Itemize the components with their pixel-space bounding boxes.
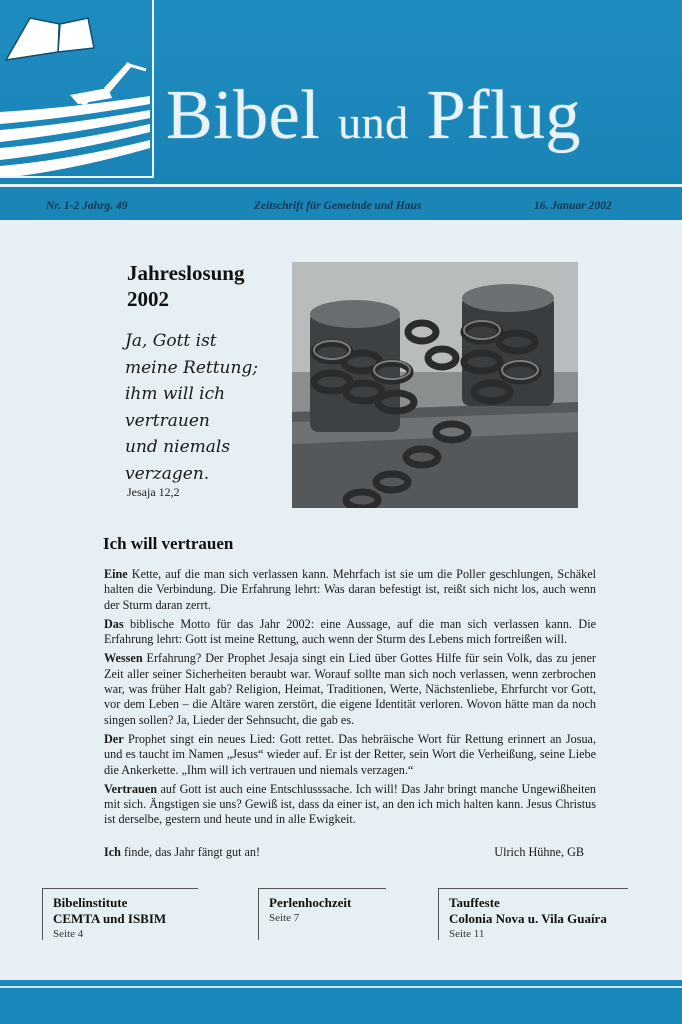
verse-reference: Jesaja 12,2 [127,485,180,499]
header-divider [0,184,682,187]
issue-info-bar [0,196,682,218]
publication-subtitle: Zeitschrift für Gemeinde und Haus [254,200,422,212]
article-body [104,567,596,832]
issue-date: 16. Januar 2002 [534,200,612,212]
masthead-banner [0,0,682,186]
article-paragraph: Der Prophet singt ein neues Lied: Gott rettet. Das hebräische Wort für Rettung erinnert an Josua, und es taucht im Namen „Jesus“ wieder auf. Er ist der Retter, sein Wort die Verheißung, seine Liebe die Ankerkette. „Ihm will ich vertrauen und niemals verzagen.“ [104,731,596,777]
article-paragraph: Eine Kette, auf die man sich verlassen kann. Mehrfach ist sie um die Poller geschlungen, Schäkel halten die Verbindung. Die Erfahrung lehrt: Was daran befestigt ist, reißt sich nicht los, auch wenn der Sturm daran zerrt. [104,567,596,612]
article-author: Ulrich Hühne, GB [494,845,584,859]
teaser-page: Seite 7 [269,912,300,924]
article-closing: Ich finde, das Jahr fängt gut an! Ulrich Hühne, GB [104,845,584,859]
article-title: Ich will vertrauen [103,534,234,553]
teaser-page: Seite 11 [449,928,485,940]
article-paragraph: Wessen Erfahrung? Der Prophet Jesaja singt ein Lied über Gottes Hilfe für sein Volk, das zu jener Zeit aller seiner Sicherheiten beraubt war. Worauf sollte man sich noch verlassen, wenn zerbrochen war, was früher Halt gab? Religion, Heimat, Traditionen, Werte, Nächstenliebe, Ehrfurcht vor Gott, vor dem Leben – die Altäre waren zerstört, die eigene Identität verloren. Wovon hätte man da noch singen sollen? Ja, Lieder der Sehnsucht, die gab es. [104,651,596,727]
teaser-tauffeste[interactable]: Tauffeste Colonia Nova u. Vila Guaíra Seite 11 [438,888,628,940]
masthead-title: Bibel und Pflug [166,77,581,154]
teaser-perlenhochzeit[interactable]: Perlenhochzeit Seite 7 [258,888,386,940]
article-paragraph: Das biblische Motto für das Jahr 2002: eine Aussage, auf die man sich verlassen kann. Die Erfahrung lehrt: Gott ist meine Rettung, auch wenn der Sturm des Lebens mich fortreißen will. [104,616,596,647]
article-paragraph: Vertrauen auf Gott ist auch eine Entschlusssache. Ich will! Das Jahr bringt manche Ungewißheiten mit sich. Ängstigen sie uns? Gewiß ist, dass da einer ist, an den ich mich halten kann. Jesus Christus ist derselbe, gestern und heute und in alle Ewigkeit. [104,781,596,827]
footer-divider [0,986,682,988]
chain-bollard-photo [292,262,578,508]
jahreslosung-title: Jahreslosung 2002 [127,261,245,311]
teaser-page: Seite 4 [53,928,84,940]
issue-number: Nr. 1-2 Jahrg. 49 [46,200,128,212]
teaser-bibelinstitute[interactable]: Bibelinstitute CEMTA und ISBIM Seite 4 [42,888,198,940]
bible-plough-icon [0,0,152,176]
bible-plough-logo [0,0,154,178]
verse-text: Ja, Gott ist meine Rettung; ihm will ich vertrauen und niemals verzagen. [125,331,259,484]
